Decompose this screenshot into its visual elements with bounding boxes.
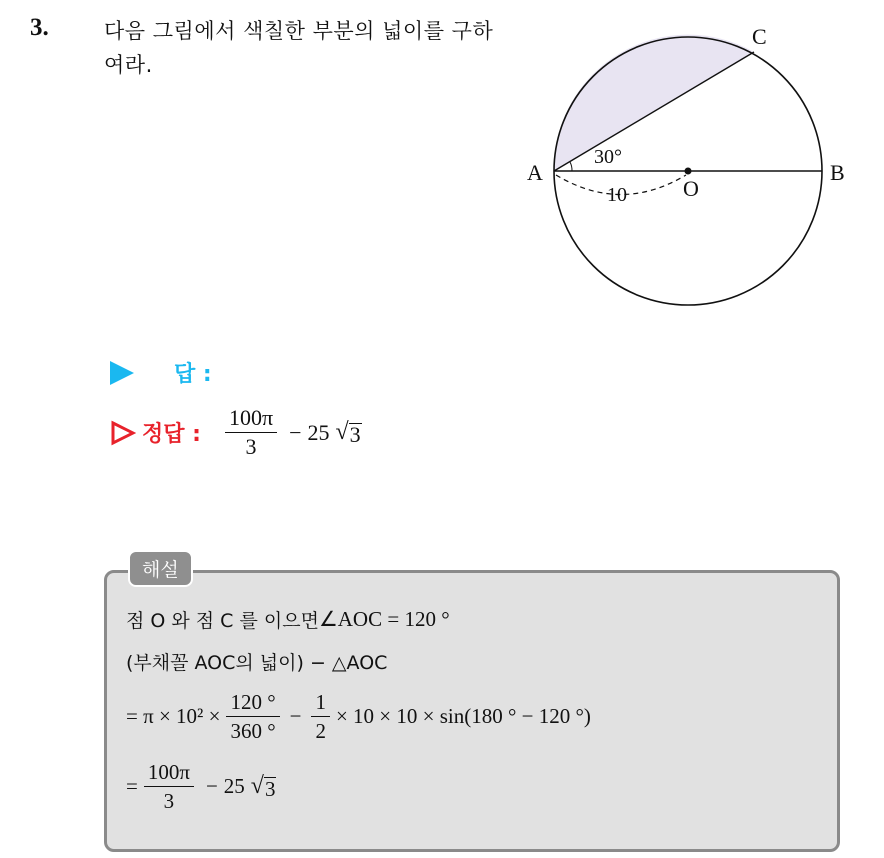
solution-line-3 xyxy=(126,690,591,743)
label-b: B xyxy=(830,160,845,185)
play-icon xyxy=(110,361,134,385)
question-text: 다음 그림에서 색칠한 부분의 넓이를 구하여라. xyxy=(104,19,494,77)
solution-line-4-pre: = xyxy=(126,774,138,798)
shaded-segment xyxy=(554,35,754,171)
correct-coef: 25 xyxy=(307,419,330,445)
circle-figure xyxy=(0,0,884,320)
solution-tag: 해설 xyxy=(128,550,193,587)
solution-line-2-text: (부채꼴 AOC의 넓이) − △AOC xyxy=(126,652,388,674)
solution-line-2 xyxy=(126,648,387,675)
correct-frac-den: 3 xyxy=(245,434,257,459)
solution-line-4-coef: 25 xyxy=(223,774,245,798)
solution-line-1-math: ∠AOC = 120 ° xyxy=(318,607,450,631)
solution-frac-angle xyxy=(226,690,279,743)
label-a: A xyxy=(527,160,543,185)
solution-line-1 xyxy=(126,606,450,633)
answer-row xyxy=(110,357,212,388)
center-point xyxy=(685,168,692,175)
answer-label: 답 : xyxy=(174,362,212,387)
solution-line-4-frac-num: 100π xyxy=(144,760,194,787)
label-o: O xyxy=(683,176,699,201)
correct-sqrt: √ 3 xyxy=(335,419,361,447)
solution-line-4-minus: − xyxy=(205,774,218,798)
solution-line-4-frac-den: 3 xyxy=(163,789,175,813)
solution-frac-angle-num: 120 ° xyxy=(226,690,279,717)
radius-label: 10 xyxy=(607,184,627,206)
solution-line-3-post: × 10 × 10 × sin(180 ° − 120 °) xyxy=(335,704,591,728)
solution-line-4-sqrt: √ 3 xyxy=(250,773,276,801)
correct-sqrt-arg: 3 xyxy=(349,422,361,447)
solution-line-4 xyxy=(126,760,276,813)
solution-frac-half-num: 1 xyxy=(311,690,330,717)
solution-line-4-sqrt-arg: 3 xyxy=(264,777,276,801)
angle-arc xyxy=(570,162,572,171)
solution-line-3-pre: = π × 10² × xyxy=(126,704,221,728)
label-c: C xyxy=(752,24,767,49)
correct-fraction xyxy=(225,406,277,459)
correct-row xyxy=(110,406,362,459)
angle-label: 30° xyxy=(594,146,622,168)
correct-minus: − xyxy=(289,419,302,445)
question-number: 3. xyxy=(30,14,49,41)
solution-line-3-minus: − xyxy=(289,704,302,728)
solution-line-4-fraction xyxy=(144,760,194,813)
solution-frac-half-den: 2 xyxy=(315,719,326,743)
solution-frac-angle-den: 360 ° xyxy=(230,719,276,743)
correct-expression xyxy=(219,406,362,459)
correct-frac-num: 100π xyxy=(225,406,277,433)
play-outline-icon xyxy=(110,420,136,446)
solution-line-1-text: 점 O 와 점 C 를 이으면 xyxy=(126,610,319,632)
correct-label: 정답 : xyxy=(142,422,201,447)
solution-frac-half xyxy=(311,690,330,743)
